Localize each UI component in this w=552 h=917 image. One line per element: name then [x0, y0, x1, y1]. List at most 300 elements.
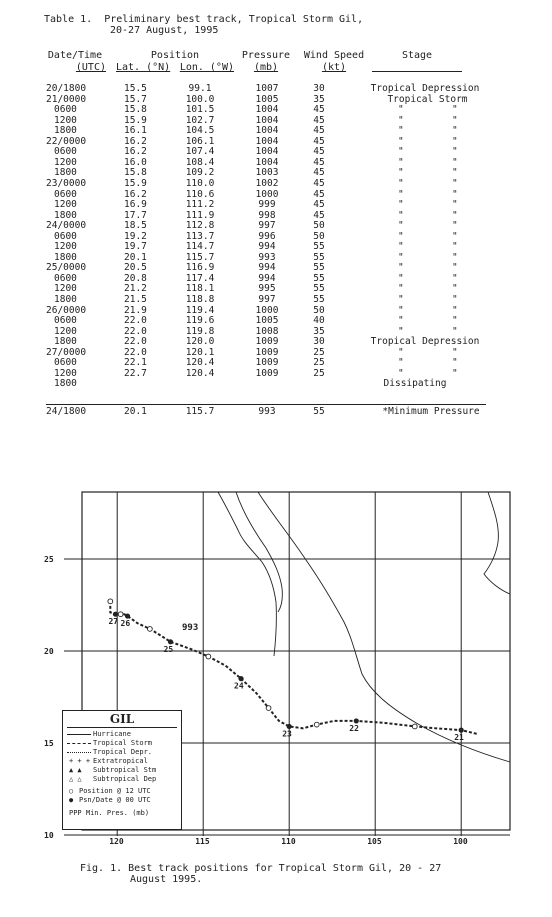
table-caption-line2: 20-27 August, 1995	[110, 25, 219, 36]
cell-ws: 25	[313, 357, 325, 369]
min-stage-text: Minimum Pressure	[388, 406, 480, 417]
cell-lat: 21.2	[124, 283, 147, 295]
cell-ws: 45	[313, 125, 325, 137]
cell-dt: 0600	[54, 230, 77, 242]
cell-lon: 104.5	[185, 125, 215, 137]
table-caption	[44, 14, 363, 36]
cell-lon: 110.0	[185, 177, 215, 189]
header-datetime-top: Date/Time	[47, 50, 103, 61]
lon-label: 110	[281, 837, 296, 846]
cell-pr: 1000	[255, 304, 279, 316]
cell-stage-ditto: "	[398, 346, 404, 358]
cell-pr: 999	[258, 199, 276, 211]
min-pressure-label: 993	[182, 623, 199, 633]
date-marker	[113, 612, 118, 617]
cell-stage-ditto: "	[452, 104, 458, 116]
cell-stage-ditto: "	[398, 167, 404, 179]
cell-lon: 119.6	[185, 315, 215, 327]
cell-lat: 16.9	[124, 199, 147, 211]
triangle-outline-icon: △ △	[69, 775, 82, 783]
cell-stage-ditto: "	[398, 156, 404, 168]
cell-pr: 1004	[255, 135, 279, 147]
cell-dt: 1200	[54, 241, 77, 253]
table-rule	[46, 404, 486, 405]
cell-stage-ditto: "	[452, 125, 458, 137]
cell-ws: 45	[313, 135, 325, 147]
cell-stage-ditto: "	[398, 135, 404, 147]
coastline	[218, 492, 510, 762]
cell-stage: Tropical Depression	[370, 83, 480, 94]
figure-caption-line1: Fig. 1. Best track positions for Tropical Storm Gil, 20 - 27	[80, 863, 442, 874]
cell-stage: Dissipating	[383, 378, 447, 390]
open-circle-icon: ○	[69, 787, 74, 795]
cell-stage-ditto: "	[452, 367, 458, 379]
cell-lat: 15.5	[124, 83, 147, 94]
date-label: 23	[282, 729, 292, 739]
cell-lon: 114.7	[185, 241, 215, 253]
header-pressure-bottom: (mb)	[253, 62, 279, 73]
filled-circle-icon: ●	[69, 796, 74, 804]
cell-stage-ditto: "	[398, 262, 404, 274]
cell-stage-ditto: "	[398, 251, 404, 263]
lon-label: 105	[367, 837, 382, 846]
cell-lat: 20.8	[124, 272, 147, 284]
date-marker	[168, 639, 173, 644]
cell-stage-ditto: "	[452, 177, 458, 189]
cell-ws: 45	[313, 199, 325, 211]
cell-stage-ditto: "	[398, 325, 404, 337]
cell-stage-ditto: "	[452, 167, 458, 179]
cell-ws: 55	[313, 241, 325, 253]
cell-lon: 117.4	[185, 272, 215, 284]
cell-stage-ditto: "	[452, 315, 458, 327]
cell-ws: 50	[313, 230, 325, 242]
cell-dt: 1200	[54, 325, 77, 337]
cell-dt: 1800	[54, 378, 77, 390]
header-datetime-bottom: (UTC)	[75, 62, 106, 73]
cell-dt: 0600	[54, 272, 77, 284]
date-marker	[354, 718, 359, 723]
cell-lon: 108.4	[185, 156, 215, 168]
cell-dt: 1200	[54, 114, 77, 126]
cell-dt: 21/0000	[46, 93, 87, 105]
cell-lat: 19.7	[124, 241, 147, 253]
cell-dt: 1800	[54, 336, 77, 348]
cell-stage-ditto: "	[452, 251, 458, 263]
date-marker	[459, 728, 464, 733]
date-label: 22	[349, 723, 359, 733]
cell-ws: 55	[313, 251, 325, 263]
min-stage: *Minimum Pressure	[382, 406, 480, 417]
cell-lat: 22.0	[124, 325, 147, 337]
cell-dt: 27/0000	[46, 346, 87, 358]
cell-lon: 99.1	[188, 83, 212, 94]
cell-lon: 119.4	[185, 304, 215, 316]
cell-pr: 1004	[255, 104, 279, 116]
legend-hurricane	[63, 730, 181, 739]
table-row	[0, 306, 552, 316]
cell-stage-ditto: "	[452, 325, 458, 337]
cell-stage-ditto: "	[452, 346, 458, 358]
legend-hurricane-label: Hurricane	[93, 730, 131, 738]
cell-pr: 994	[258, 262, 276, 274]
lon-label: 120	[109, 837, 124, 846]
cell-stage-ditto: "	[452, 135, 458, 147]
table-row	[0, 190, 552, 200]
cell-dt: 0600	[54, 188, 77, 200]
table-row	[0, 147, 552, 157]
table-row	[0, 379, 552, 389]
cell-stage-ditto: "	[398, 294, 404, 305]
cell-stage-ditto: "	[398, 220, 404, 232]
cell-stage-ditto: "	[398, 146, 404, 158]
gulf-coast-east	[484, 492, 510, 594]
header-lon: Lon. (°W)	[179, 62, 234, 73]
table-caption-line1: Table 1. Preliminary best track, Tropical Storm Gil,	[44, 14, 364, 25]
date-marker	[287, 724, 292, 729]
cell-dt: 20/1800	[46, 83, 87, 94]
cell-lat: 15.9	[124, 114, 147, 126]
figure-caption	[80, 863, 441, 885]
lon-label: 100	[453, 837, 468, 846]
cell-ws: 45	[313, 114, 325, 126]
min-lon: 115.7	[185, 406, 215, 417]
cell-stage-ditto: "	[452, 262, 458, 274]
cell-pr: 1004	[255, 156, 279, 168]
lon-label: 115	[195, 837, 210, 846]
position-12utc-marker	[314, 722, 319, 727]
cell-lon: 112.8	[185, 220, 215, 232]
cell-lon: 111.2	[185, 199, 215, 211]
table-row	[0, 242, 552, 252]
cell-dt: 1800	[54, 209, 77, 221]
cell-stage-ditto: "	[398, 188, 404, 200]
cell-lat: 15.8	[124, 104, 147, 116]
lat-label: 10	[44, 831, 54, 840]
cell-lon: 111.9	[185, 209, 215, 221]
cell-ws: 45	[313, 167, 325, 179]
cell-ws: 35	[313, 325, 325, 337]
legend-solid-swatch	[67, 734, 91, 735]
header-lat: Lat. (°N)	[116, 62, 171, 73]
header-pressure-top: Pressure	[241, 50, 291, 61]
cell-dt: 24/0000	[46, 220, 87, 232]
cell-stage-ditto: "	[452, 146, 458, 158]
cell-lat: 19.2	[124, 230, 147, 242]
date-label: 26	[120, 619, 131, 629]
cell-lat: 15.7	[124, 93, 147, 105]
legend-date-label: Psn/Date @ 00 UTC	[79, 796, 151, 804]
cell-dt: 1800	[54, 251, 77, 263]
cell-stage-ditto: "	[452, 220, 458, 232]
min-pressure: 993	[258, 406, 276, 417]
cell-pr: 997	[258, 220, 276, 232]
cell-lon: 115.7	[185, 251, 215, 263]
table-row	[0, 284, 552, 294]
date-label: 25	[163, 644, 174, 654]
cell-stage-ditto: "	[452, 294, 458, 305]
lat-label: 25	[44, 555, 54, 564]
cell-ws: 55	[313, 283, 325, 295]
cell-stage-ditto: "	[398, 199, 404, 211]
cell-stage-ditto: "	[398, 357, 404, 369]
cell-dt: 0600	[54, 146, 77, 158]
cell-stage-ditto: "	[452, 156, 458, 168]
min-wind: 55	[313, 406, 325, 417]
cell-pr: 1009	[255, 357, 279, 369]
cell-pr: 997	[258, 294, 276, 305]
cell-pr: 1008	[255, 325, 279, 337]
cell-dt: 1200	[54, 283, 77, 295]
cell-pr: 1003	[255, 167, 279, 179]
table-row	[0, 158, 552, 168]
header-position-top: Position	[150, 50, 200, 61]
cell-lon: 116.9	[185, 262, 215, 274]
table-row	[0, 211, 552, 221]
cell-lat: 22.7	[124, 367, 147, 379]
table-row	[0, 221, 552, 231]
cell-ws: 55	[313, 262, 325, 274]
cell-dt: 0600	[54, 104, 77, 116]
legend-dash-swatch	[67, 743, 91, 744]
cell-lon: 100.0	[185, 93, 215, 105]
cell-dt: 0600	[54, 357, 77, 369]
date-label: 24	[234, 681, 244, 691]
header-wind-top: Wind Speed	[303, 50, 365, 61]
cell-stage-ditto: "	[398, 177, 404, 189]
lat-label: 20	[44, 647, 54, 656]
cell-ws: 35	[313, 93, 325, 105]
legend-subtropical-storm-label: Subtropical Stm	[93, 766, 157, 774]
cell-ws: 40	[313, 315, 325, 327]
cell-dt: 1200	[54, 156, 77, 168]
cell-lat: 16.2	[124, 188, 147, 200]
cell-ws: 45	[313, 146, 325, 158]
legend-pressure-label: PPP Min. Pres. (mb)	[69, 809, 150, 817]
date-marker	[125, 613, 130, 618]
cell-dt: 22/0000	[46, 135, 87, 147]
cell-dt: 0600	[54, 315, 77, 327]
legend-title: GIL	[109, 712, 135, 726]
cell-stage-ditto: "	[398, 104, 404, 116]
cell-dt: 1800	[54, 167, 77, 179]
cell-lat: 16.2	[124, 146, 147, 158]
cell-stage: Tropical Storm	[387, 93, 468, 105]
table-row	[0, 84, 552, 94]
cell-lat: 15.8	[124, 167, 147, 179]
cell-pr: 1009	[255, 346, 279, 358]
legend-dot-swatch	[67, 752, 91, 753]
header-stage	[372, 50, 462, 72]
cell-lon: 110.6	[185, 188, 215, 200]
table-row	[0, 116, 552, 126]
cell-stage-ditto: "	[398, 209, 404, 221]
triangle-icon: ▲ ▲	[69, 766, 82, 774]
cell-lat: 21.9	[124, 304, 147, 316]
cell-stage-ditto: "	[452, 230, 458, 242]
cell-ws: 45	[313, 177, 325, 189]
cell-lon: 120.1	[185, 346, 215, 358]
cell-lat: 16.0	[124, 156, 147, 168]
cell-ws: 50	[313, 220, 325, 232]
legend-subtropical-storm	[63, 766, 181, 775]
header-pressure	[238, 50, 294, 74]
position-12utc-marker	[147, 627, 152, 632]
cell-lon: 113.7	[185, 230, 215, 242]
cell-lat: 17.7	[124, 209, 147, 221]
cell-stage-ditto: "	[398, 272, 404, 284]
table-row	[0, 179, 552, 189]
cell-lon: 120.4	[185, 367, 215, 379]
cell-pr: 1005	[255, 315, 279, 327]
position-12utc-marker	[266, 706, 271, 711]
lat-label: 15	[44, 739, 54, 748]
cell-lat: 16.2	[124, 135, 147, 147]
cell-ws: 45	[313, 156, 325, 168]
cell-stage-ditto: "	[452, 114, 458, 126]
cell-pr: 996	[258, 230, 276, 242]
cell-dt: 1200	[54, 367, 77, 379]
position-12utc-marker	[118, 612, 123, 617]
cell-dt: 1200	[54, 199, 77, 211]
cell-lon: 118.1	[185, 283, 215, 295]
cell-stage-ditto: "	[452, 304, 458, 316]
cell-stage-ditto: "	[452, 283, 458, 295]
table-row	[0, 95, 552, 105]
cell-lon: 120.4	[185, 357, 215, 369]
table-row	[0, 232, 552, 242]
cell-stage-ditto: "	[398, 304, 404, 316]
legend-date	[63, 796, 181, 805]
cell-ws: 30	[313, 336, 325, 348]
min-lat: 20.1	[124, 406, 147, 417]
cell-pr: 994	[258, 272, 276, 284]
cell-dt: 23/0000	[46, 177, 87, 189]
cell-stage-ditto: "	[452, 188, 458, 200]
table-row	[0, 168, 552, 178]
cell-lon: 120.0	[185, 336, 215, 348]
date-label: 27	[108, 617, 119, 627]
cell-lat: 22.0	[124, 315, 147, 327]
cell-ws: 55	[313, 272, 325, 284]
header-wind	[298, 50, 370, 74]
baja-coast-west	[218, 492, 276, 656]
cell-lat: 22.0	[124, 346, 147, 358]
baja-coast-east	[236, 492, 282, 612]
cell-stage-ditto: "	[398, 315, 404, 327]
table-row	[0, 105, 552, 115]
table-row	[0, 337, 552, 347]
position-12utc-marker	[412, 724, 417, 729]
legend-tropical-storm	[63, 739, 181, 748]
map-legend	[62, 710, 182, 830]
cell-lon: 107.4	[185, 146, 215, 158]
legend-position	[63, 787, 181, 796]
cell-lat: 16.1	[124, 125, 147, 137]
cell-stage-ditto: "	[398, 114, 404, 126]
date-marker	[238, 676, 243, 681]
min-pressure-row	[0, 407, 552, 417]
cell-pr: 1002	[255, 177, 279, 189]
cell-lat: 15.9	[124, 177, 147, 189]
cell-dt: 1800	[54, 125, 77, 137]
cell-lon: 109.2	[185, 167, 215, 179]
legend-tropical-depr	[63, 748, 181, 757]
header-wind-bottom: (kt)	[321, 62, 347, 73]
cell-stage-ditto: "	[398, 283, 404, 295]
table-row	[0, 126, 552, 136]
cell-stage-ditto: "	[452, 272, 458, 284]
cell-ws: 45	[313, 188, 325, 200]
header-position	[116, 50, 234, 74]
cell-stage: Tropical Depression	[370, 336, 480, 348]
cell-stage-ditto: "	[452, 209, 458, 221]
table-row	[0, 316, 552, 326]
legend-position-label: Position @ 12 UTC	[79, 787, 151, 795]
cell-pr: 1007	[255, 83, 279, 94]
figure-caption-line2: August 1995.	[130, 874, 203, 885]
date-label: 21	[454, 733, 464, 743]
cell-pr: 1009	[255, 336, 279, 348]
cell-ws: 25	[313, 367, 325, 379]
cell-stage-ditto: "	[452, 357, 458, 369]
table-row	[0, 200, 552, 210]
cell-pr: 1009	[255, 367, 279, 379]
cell-lat: 22.0	[124, 336, 147, 348]
cell-pr: 994	[258, 241, 276, 253]
table-row	[0, 369, 552, 379]
cell-ws: 30	[313, 83, 325, 94]
cell-lat: 21.5	[124, 294, 147, 305]
legend-extratropical-label: Extratropical	[93, 757, 148, 765]
cell-pr: 998	[258, 209, 276, 221]
cell-lon: 118.8	[185, 294, 215, 305]
cell-stage-ditto: "	[452, 199, 458, 211]
legend-pressure	[63, 809, 181, 818]
cell-pr: 1004	[255, 146, 279, 158]
cell-ws: 45	[313, 209, 325, 221]
legend-subtropical-dep	[63, 775, 181, 784]
table-row	[0, 348, 552, 358]
cell-stage-ditto: "	[398, 367, 404, 379]
header-stage-label: Stage	[401, 50, 433, 61]
cell-pr: 1004	[255, 114, 279, 126]
mainland-coast	[258, 492, 510, 762]
position-12utc-marker	[206, 654, 211, 659]
table-row	[0, 263, 552, 273]
cell-pr: 1004	[255, 125, 279, 137]
cell-stage-ditto: "	[398, 241, 404, 253]
legend-subtropical-dep-label: Subtropical Dep	[93, 775, 157, 783]
cell-dt: 1800	[54, 294, 77, 305]
cell-ws: 50	[313, 304, 325, 316]
cell-lat: 20.1	[124, 251, 147, 263]
position-12utc-marker	[108, 599, 113, 604]
cell-dt: 26/0000	[46, 304, 87, 316]
cell-ws: 25	[313, 346, 325, 358]
cell-pr: 993	[258, 251, 276, 263]
table-row	[0, 358, 552, 368]
legend-extratropical	[63, 757, 181, 766]
cell-lat: 22.1	[124, 357, 147, 369]
legend-tropical-depr-label: Tropical Depr.	[93, 748, 153, 756]
table-row	[0, 327, 552, 337]
cell-pr: 995	[258, 283, 276, 295]
cell-stage-ditto: "	[398, 125, 404, 137]
cell-pr: 1000	[255, 188, 279, 200]
table-row	[0, 137, 552, 147]
cell-stage-ditto: "	[398, 230, 404, 242]
